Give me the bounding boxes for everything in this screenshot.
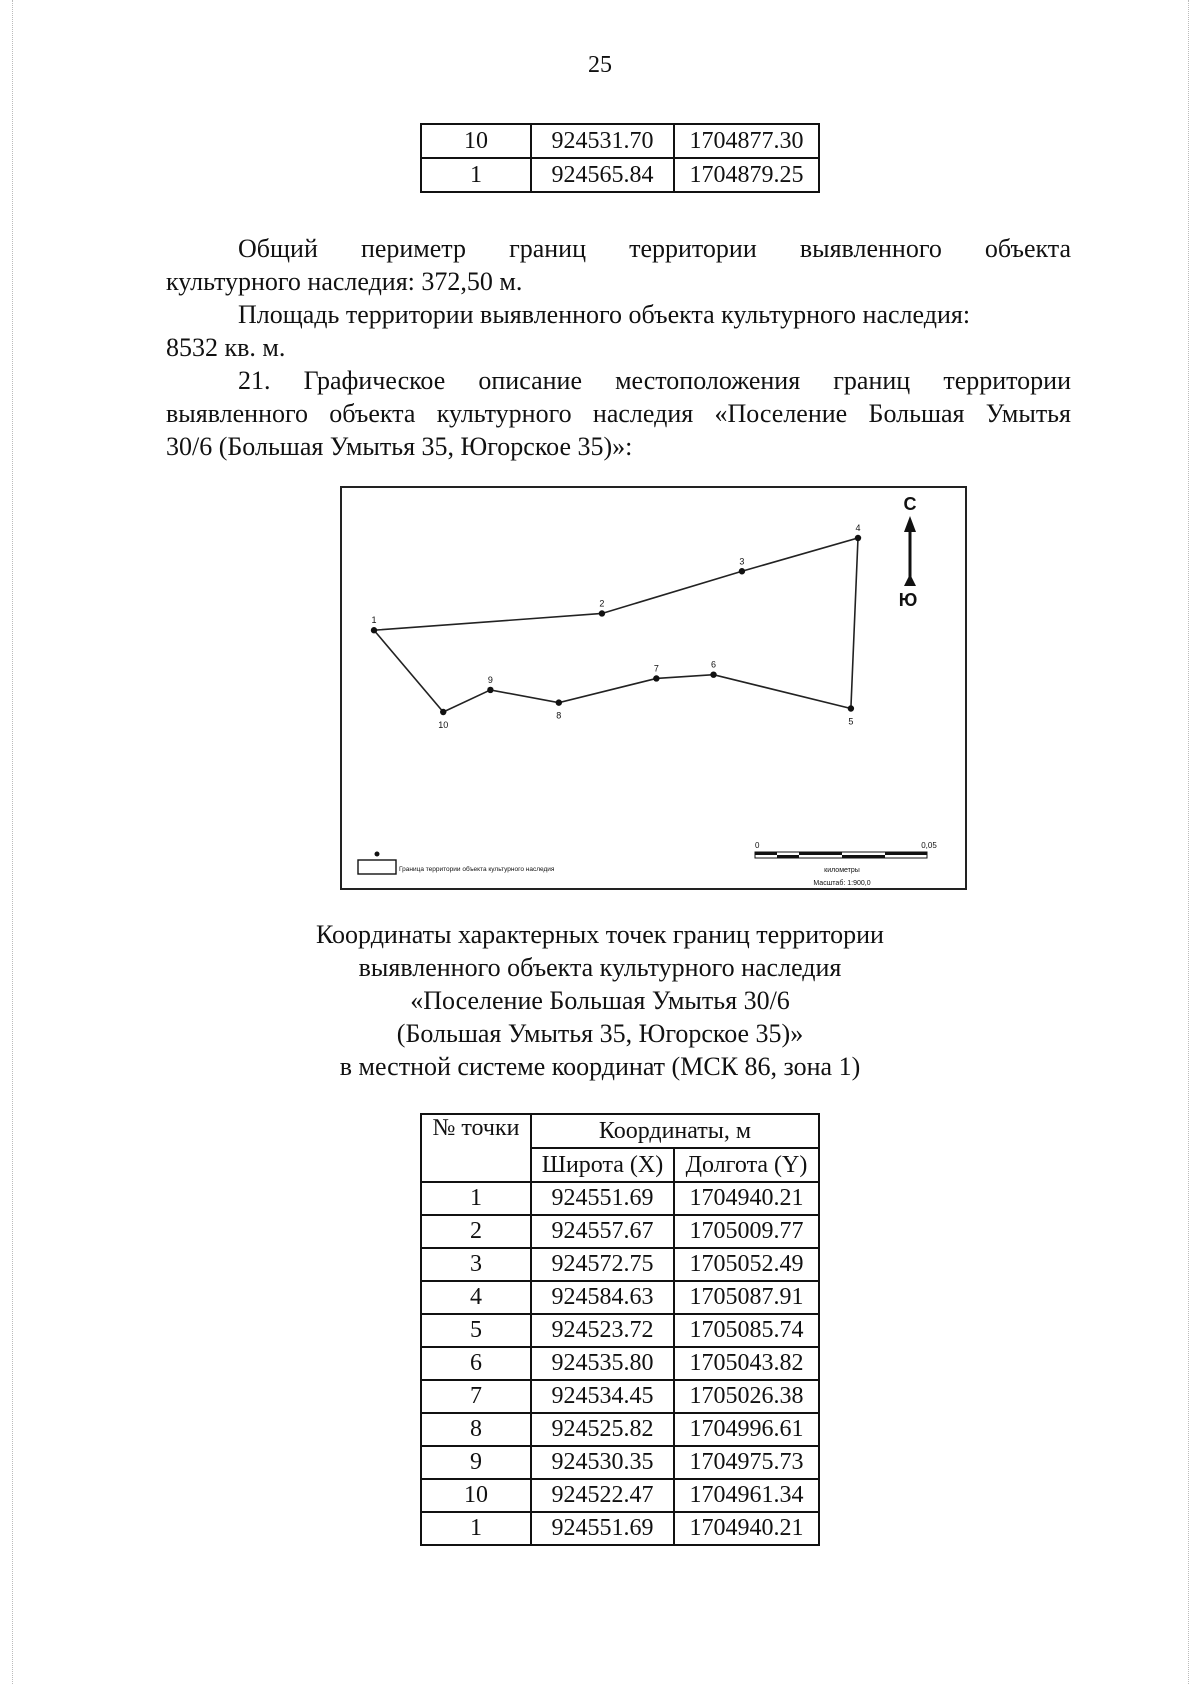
caption-line-4: (Большая Умытья 35, Югорское 35)» (396, 1019, 804, 1048)
boundary-map (340, 486, 967, 890)
scale-start-label: 0 (755, 841, 760, 850)
boundary-point-label-6: 6 (711, 659, 717, 670)
boundary-point-10 (440, 709, 446, 715)
latitude-cell: 924522.47 (531, 1479, 674, 1512)
latitude-cell: 924530.35 (531, 1446, 674, 1479)
header-coordinates: Координаты, м (531, 1114, 819, 1148)
latitude-cell: 924531.70 (531, 124, 674, 158)
item21-line-2: выявленного объекта культурного наследия «Поселение Большая Умытья (166, 399, 1071, 428)
boundary-point-5 (848, 705, 854, 711)
boundary-point-label-1: 1 (371, 615, 377, 626)
point-number-cell: 9 (421, 1446, 531, 1479)
latitude-cell: 924551.69 (531, 1182, 674, 1215)
caption-line-5: в местной системе координат (МСК 86, зона 1) (339, 1052, 861, 1081)
caption-line-2: выявленного объекта культурного наследия (358, 953, 842, 982)
table-row (421, 1281, 819, 1314)
boundary-point-3 (739, 568, 745, 574)
boundary-point-2 (599, 610, 605, 616)
boundary-point-label-5: 5 (848, 716, 854, 727)
table-row (421, 1413, 819, 1446)
point-number-cell: 4 (421, 1281, 531, 1314)
latitude-cell: 924535.80 (531, 1347, 674, 1380)
north-arrow (899, 494, 918, 610)
boundary-point-label-10: 10 (438, 720, 449, 730)
table-row (421, 1248, 819, 1281)
scale-bar (755, 841, 937, 887)
north-arrow-head (904, 516, 916, 532)
latitude-cell: 924557.67 (531, 1215, 674, 1248)
legend-label: Граница территории объекта культурного наследия (399, 866, 555, 873)
table-row (421, 1512, 819, 1545)
boundary-point-label-2: 2 (599, 598, 605, 609)
latitude-cell: 924572.75 (531, 1248, 674, 1281)
scale-units-label: километры (824, 867, 860, 874)
boundary-point-label-3: 3 (739, 556, 745, 567)
point-number-cell: 8 (421, 1413, 531, 1446)
boundary-point-label-9: 9 (487, 674, 493, 685)
item21-line-1: 21. Графическое описание местоположения границ территории (238, 366, 1071, 395)
table-row (421, 1182, 819, 1215)
item21-line-3: 30/6 (Большая Умытья 35, Югорское 35)»: (166, 432, 633, 461)
boundary-point-8 (556, 699, 562, 705)
boundary-point-9 (487, 687, 493, 693)
point-number-cell: 1 (421, 158, 531, 192)
scale-end-label: 0,05 (921, 841, 937, 850)
coordinate-table (420, 1113, 820, 1546)
boundary-point-6 (710, 671, 716, 677)
point-number-cell: 6 (421, 1347, 531, 1380)
header-longitude: Долгота (Y) (674, 1148, 819, 1182)
longitude-cell: 1704961.34 (674, 1479, 819, 1512)
right-margin-line (1188, 0, 1190, 1684)
latitude-cell: 924525.82 (531, 1413, 674, 1446)
table-row (421, 1380, 819, 1413)
map-canvas (342, 488, 969, 892)
longitude-cell: 1705085.74 (674, 1314, 819, 1347)
longitude-cell: 1705026.38 (674, 1380, 819, 1413)
point-number-cell: 7 (421, 1380, 531, 1413)
map-legend (358, 852, 555, 875)
table-row (421, 1314, 819, 1347)
boundary-point-1 (371, 627, 377, 633)
table-row (421, 1479, 819, 1512)
point-number-cell: 2 (421, 1215, 531, 1248)
top-coordinate-table (420, 123, 820, 193)
longitude-cell: 1704996.61 (674, 1413, 819, 1446)
south-label: Ю (898, 590, 918, 610)
header-latitude: Широта (X) (531, 1148, 674, 1182)
perimeter-line-1: Общий периметр границ территории выявленного объекта (238, 234, 1071, 263)
longitude-cell: 1704940.21 (674, 1512, 819, 1545)
boundary-polygon (374, 538, 858, 712)
caption-line-3: «Поселение Большая Умытья 30/6 (410, 986, 790, 1015)
longitude-cell: 1704877.30 (674, 124, 819, 158)
area-line-2: 8532 кв. м. (166, 333, 286, 362)
perimeter-line-2: культурного наследия: 372,50 м. (166, 267, 523, 296)
table-row (421, 124, 819, 158)
point-number-cell: 5 (421, 1314, 531, 1347)
area-line-1: Площадь территории выявленного объекта культурного наследия: (238, 300, 971, 329)
table-row (421, 158, 819, 192)
longitude-cell: 1704879.25 (674, 158, 819, 192)
table-row (421, 1347, 819, 1380)
legend-boundary-symbol (358, 860, 396, 874)
point-number-cell: 3 (421, 1248, 531, 1281)
point-number-cell: 1 (421, 1182, 531, 1215)
coordinates-caption (0, 918, 1200, 1083)
legend-point-symbol (375, 852, 380, 857)
longitude-cell: 1705087.91 (674, 1281, 819, 1314)
left-margin-line (12, 0, 14, 1684)
latitude-cell: 924523.72 (531, 1314, 674, 1347)
boundary-point-label-4: 4 (855, 523, 861, 533)
latitude-cell: 924584.63 (531, 1281, 674, 1314)
latitude-cell: 924551.69 (531, 1512, 674, 1545)
point-number-cell: 1 (421, 1512, 531, 1545)
header-point-number: № точки (421, 1114, 531, 1182)
table-row (421, 1446, 819, 1479)
boundary-point-label-8: 8 (556, 710, 562, 721)
latitude-cell: 924565.84 (531, 158, 674, 192)
longitude-cell: 1705052.49 (674, 1248, 819, 1281)
boundary-points (371, 523, 861, 730)
caption-line-1: Координаты характерных точек границ территории (316, 920, 884, 949)
boundary-point-7 (653, 675, 659, 681)
latitude-cell: 924534.45 (531, 1380, 674, 1413)
longitude-cell: 1705043.82 (674, 1347, 819, 1380)
longitude-cell: 1705009.77 (674, 1215, 819, 1248)
point-number-cell: 10 (421, 124, 531, 158)
table-row (421, 1215, 819, 1248)
page-number: 25 (588, 52, 612, 78)
point-number-cell: 10 (421, 1479, 531, 1512)
boundary-point-label-7: 7 (653, 663, 659, 674)
boundary-point-4 (855, 535, 861, 541)
longitude-cell: 1704940.21 (674, 1182, 819, 1215)
scale-ratio-label: Масштаб: 1:900,0 (813, 880, 871, 887)
north-label: С (903, 494, 917, 514)
north-arrow-tail (904, 574, 916, 586)
longitude-cell: 1704975.73 (674, 1446, 819, 1479)
